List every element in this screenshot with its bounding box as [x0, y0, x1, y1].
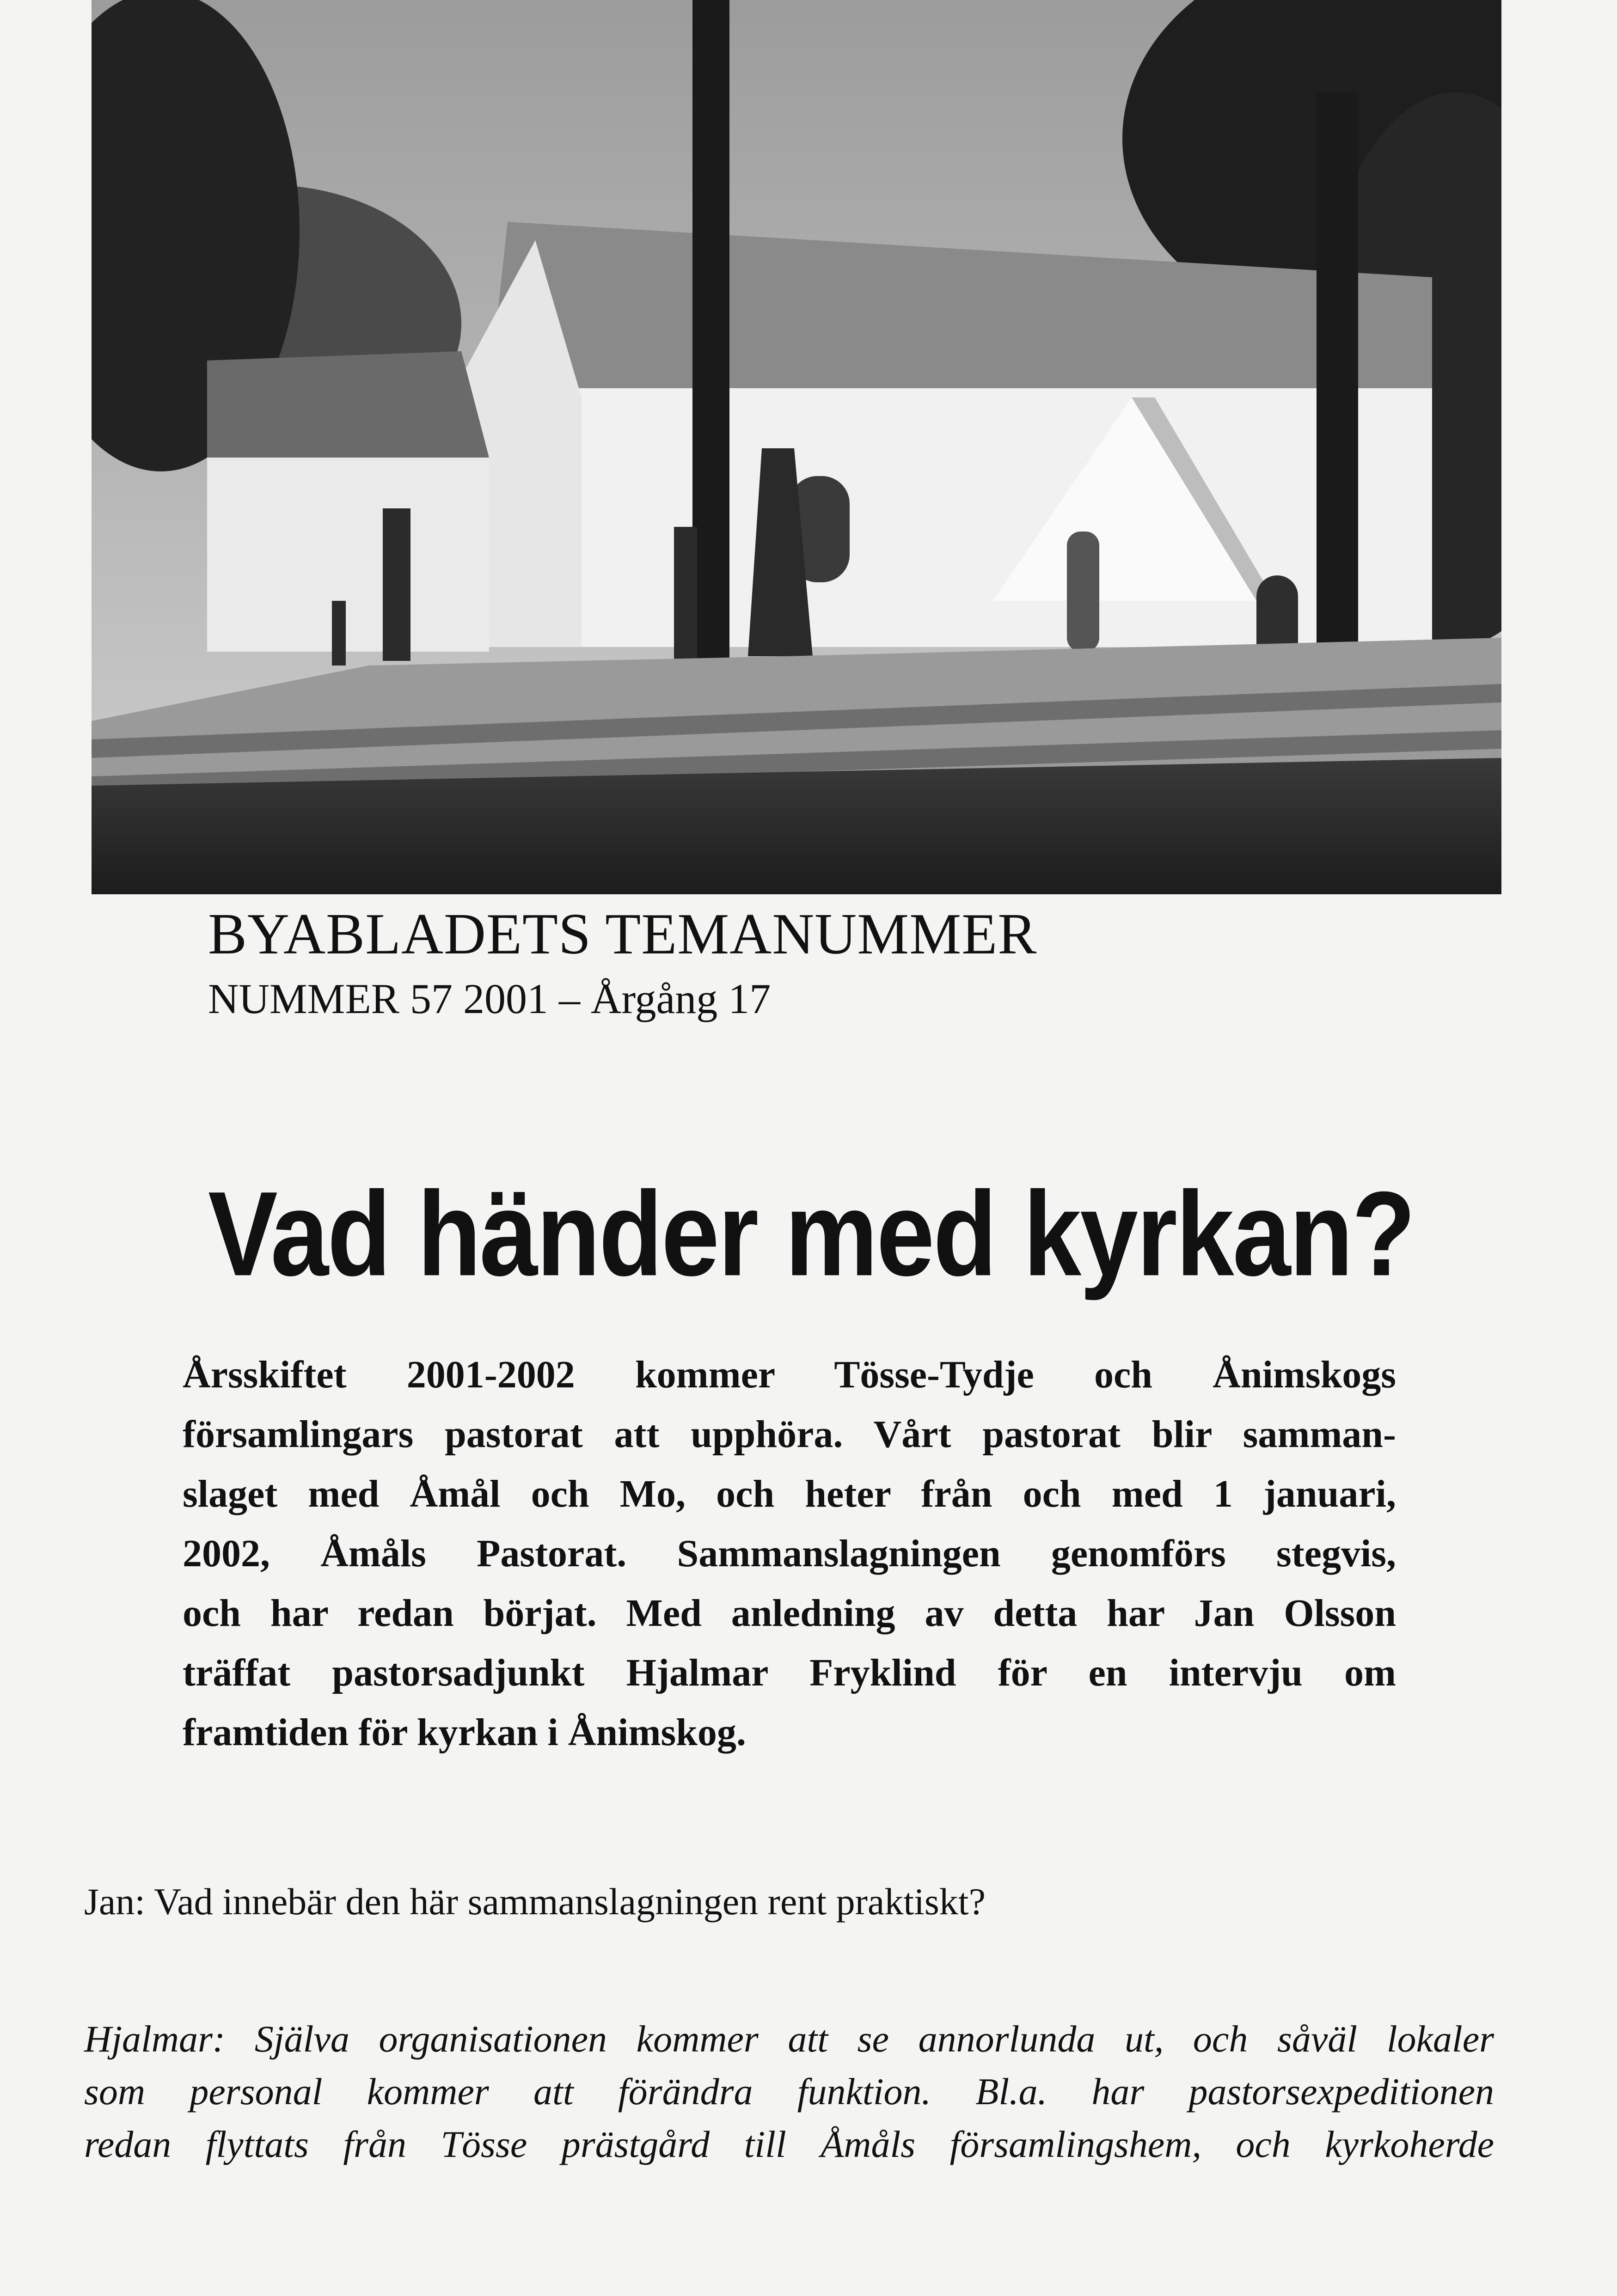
answer-line: Hjalmar: Själva organisationen kommer att se annorlunda ut, och såväl lokaler: [84, 2018, 1494, 2060]
article-lede: [183, 1345, 1396, 1762]
lede-line: och har redan börjat. Med anledning av detta har Jan Olsson: [183, 1592, 1396, 1635]
interview-answer: [84, 2013, 1494, 2171]
lede-line: församlingars pastorat att upphöra. Vårt pastorat blir samman-: [183, 1413, 1396, 1456]
answer-line: som personal kommer att förändra funktion. Bl.a. har pastorsexpeditionen: [84, 2070, 1494, 2113]
masthead-title: BYABLADETS TEMANUMMER: [208, 902, 1037, 966]
lede-line: Årsskiftet 2001-2002 kommer Tösse-Tydje och Ånimskogs: [183, 1353, 1396, 1396]
church-photo-illustration: [92, 0, 1501, 894]
lede-line: 2002, Åmåls Pastorat. Sammanslagningen genomförs stegvis,: [183, 1532, 1396, 1575]
article-headline: Vad händer med kyrkan?: [208, 1166, 1415, 1301]
church-photo: [92, 0, 1501, 894]
lede-line: träffat pastorsadjunkt Hjalmar Fryklind för en intervju om: [183, 1651, 1396, 1694]
interview-question: Jan: Vad innebär den här sammanslagningen rent praktiskt?: [84, 1881, 986, 1923]
answer-line: redan flyttats från Tösse prästgård till Åmåls församlingshem, och kyrkoherde: [84, 2123, 1494, 2165]
lede-line: framtiden för kyrkan i Ånimskog.: [183, 1711, 746, 1754]
lede-line: slaget med Åmål och Mo, och heter från och med 1 januari,: [183, 1472, 1396, 1515]
issue-info: NUMMER 57 2001 – Årgång 17: [208, 975, 771, 1022]
